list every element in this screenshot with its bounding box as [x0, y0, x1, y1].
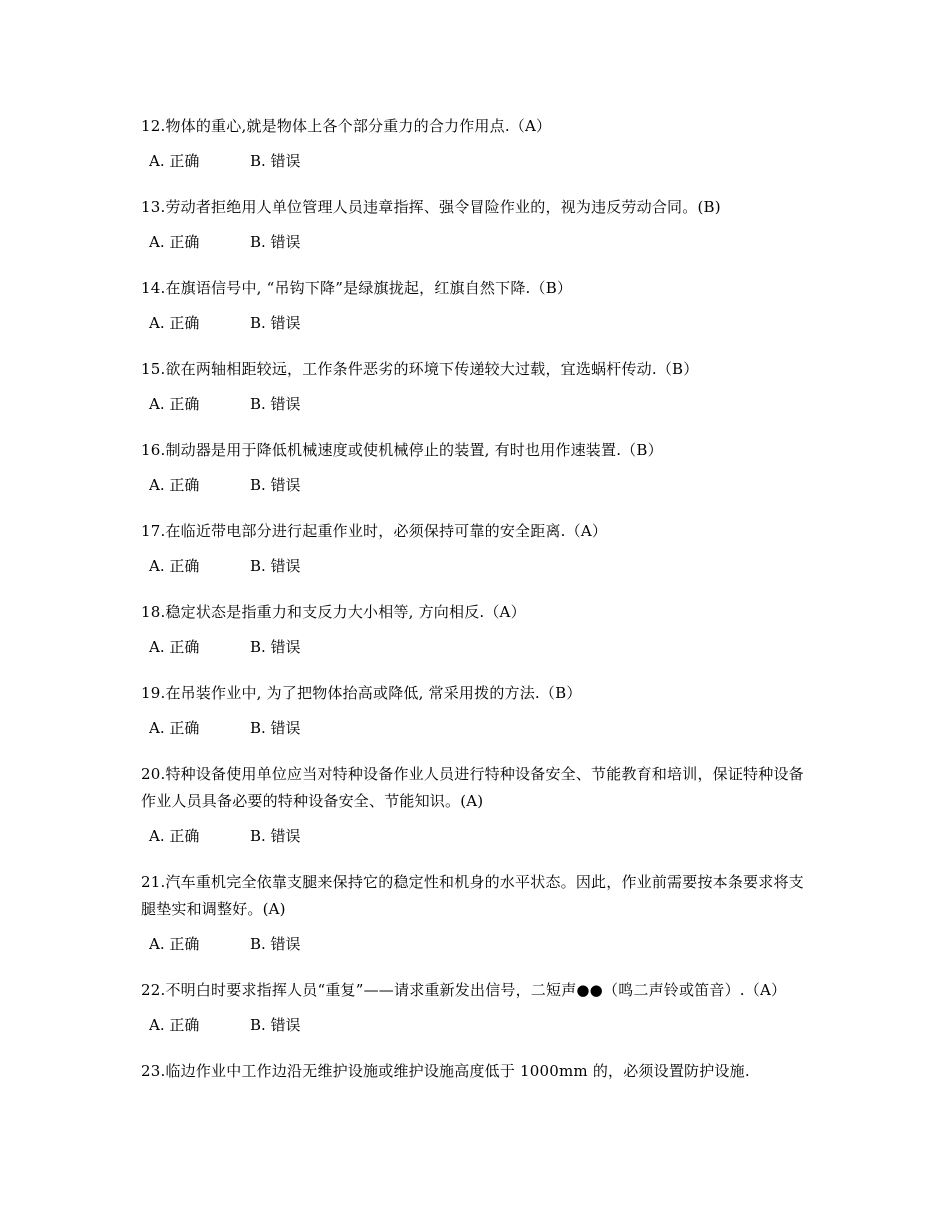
question-item-23 — [141, 1058, 817, 1085]
question-item-21 — [141, 869, 817, 958]
question-item-17 — [141, 518, 817, 580]
option-a: A. 正确 — [149, 638, 200, 656]
option-b: B. 错误 — [250, 233, 301, 251]
question-item-22 — [141, 977, 817, 1039]
answer-options — [149, 472, 817, 499]
answer-options — [149, 1012, 817, 1039]
option-a: A. 正确 — [149, 476, 200, 494]
question-text: 14.在旗语信号中, “吊钩下降”是绿旗拢起，红旗自然下降.（B） — [141, 279, 573, 297]
question-text: 18.稳定状态是指重力和支反力大小相等, 方向相反.（A） — [141, 603, 526, 621]
answer-options — [149, 391, 817, 418]
option-b: B. 错误 — [250, 314, 301, 332]
option-b: B. 错误 — [250, 935, 301, 953]
question-item-14 — [141, 275, 817, 337]
question-text: 17.在临近带电部分进行起重作业时，必须保持可靠的安全距离.（A） — [141, 522, 608, 540]
option-a: A. 正确 — [149, 935, 200, 953]
option-a: A. 正确 — [149, 233, 200, 251]
answer-options — [149, 148, 817, 175]
question-item-20 — [141, 761, 817, 850]
question-item-12 — [141, 113, 817, 175]
question-text: 20.特种设备使用单位应当对特种设备作业人员进行特种设备安全、节能教育和培训，保证特种设备作业人员具备必要的特种设备安全、节能知识。(A) — [141, 765, 804, 810]
document-body — [141, 113, 817, 1085]
answer-options — [149, 310, 817, 337]
answer-options — [149, 823, 817, 850]
question-text: 21.汽车重机完全依靠支腿来保持它的稳定性和机身的水平状态。因此，作业前需要按本条要求将支腿垫实和调整好。(A) — [141, 873, 804, 918]
option-b: B. 错误 — [250, 1016, 301, 1034]
question-text: 19.在吊装作业中, 为了把物体抬高或降低, 常采用拨的方法.（B） — [141, 684, 582, 702]
option-a: A. 正确 — [149, 152, 200, 170]
option-b: B. 错误 — [250, 719, 301, 737]
question-item-15 — [141, 356, 817, 418]
option-a: A. 正确 — [149, 719, 200, 737]
answer-options — [149, 634, 817, 661]
question-item-16 — [141, 437, 817, 499]
option-a: A. 正确 — [149, 395, 200, 413]
option-b: B. 错误 — [250, 827, 301, 845]
option-a: A. 正确 — [149, 1016, 200, 1034]
answer-options — [149, 931, 817, 958]
option-b: B. 错误 — [250, 476, 301, 494]
answer-options — [149, 553, 817, 580]
option-a: A. 正确 — [149, 827, 200, 845]
question-item-13 — [141, 194, 817, 256]
question-text: 22.不明白时要求指挥人员“重复”——请求重新发出信号，二短声●●（鸣二声铃或笛音）.（A） — [141, 981, 787, 999]
option-b: B. 错误 — [250, 638, 301, 656]
option-b: B. 错误 — [250, 395, 301, 413]
option-a: A. 正确 — [149, 557, 200, 575]
answer-options — [149, 229, 817, 256]
option-a: A. 正确 — [149, 314, 200, 332]
question-text: 12.物体的重心,就是物体上各个部分重力的合力作用点.（A） — [141, 117, 552, 135]
question-item-18 — [141, 599, 817, 661]
option-b: B. 错误 — [250, 152, 301, 170]
answer-options — [149, 715, 817, 742]
question-text: 15.欲在两轴相距较远，工作条件恶劣的环境下传递较大过载，宜选蜗杆传动.（B） — [141, 360, 699, 378]
question-text: 13.劳动者拒绝用人单位管理人员违章指挥、强令冒险作业的，视为违反劳动合同。(B) — [141, 198, 721, 216]
question-item-19 — [141, 680, 817, 742]
question-text: 16.制动器是用于降低机械速度或使机械停止的装置, 有时也用作速装置.（B） — [141, 441, 663, 459]
question-text: 23.临边作业中工作边沿无维护设施或维护设施高度低于 1000mm 的，必须设置防护设施. — [141, 1062, 750, 1080]
option-b: B. 错误 — [250, 557, 301, 575]
